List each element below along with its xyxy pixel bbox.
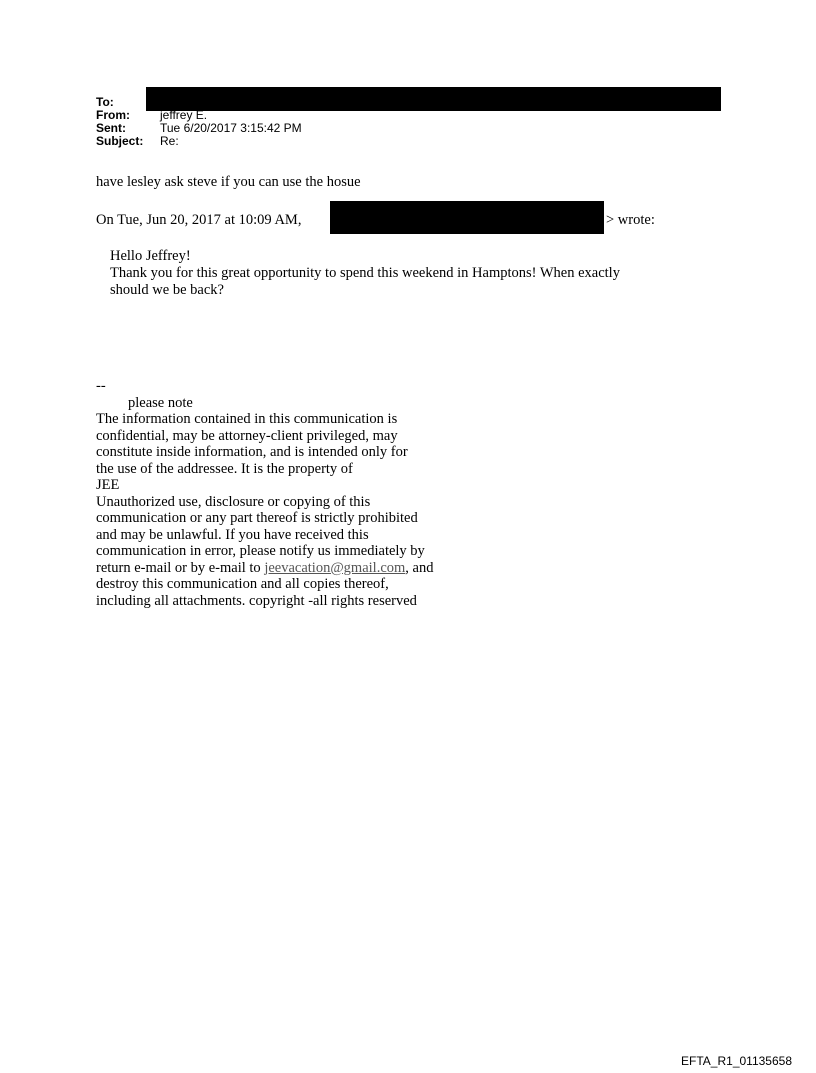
email-link[interactable]: jeevacation@gmail.com: [264, 559, 406, 576]
quoted-message: [110, 248, 710, 299]
link-line-prefix: return e-mail or by e-mail to: [96, 559, 265, 576]
sent-row: [96, 122, 736, 135]
disclaimer-line: confidential, may be attorney-client privileged, may: [96, 427, 398, 444]
disclaimer-line: and may be unlawful. If you have received this: [96, 526, 369, 543]
subject-value: Re:: [160, 134, 179, 148]
disclaimer-line: communication in error, please notify us immediately by: [96, 543, 425, 559]
quoted-line: Thank you for this great opportunity to spend this weekend in Hamptons! When exactly: [110, 265, 620, 281]
disclaimer-line: JEE: [96, 477, 120, 493]
to-redaction-bar: [146, 87, 721, 111]
sent-label: Sent:: [96, 121, 126, 135]
disclaimer-link-line: [96, 560, 516, 577]
to-label: To:: [96, 95, 114, 109]
document-id: EFTA_R1_01135658: [681, 1054, 792, 1068]
quote-intro: On Tue, Jun 20, 2017 at 10:09 AM,: [96, 212, 302, 228]
quoted-line: should we be back?: [110, 282, 224, 298]
email-body: have lesley ask steve if you can use the hosue: [96, 174, 361, 190]
disclaimer-line: communication or any part thereof is strictly prohibited: [96, 510, 418, 526]
signature-separator: --: [96, 378, 106, 394]
signature-note-title: please note: [128, 394, 193, 411]
disclaimer-line: The information contained in this communication is: [96, 411, 398, 427]
quoted-line: Hello Jeffrey!: [110, 248, 191, 264]
sent-value: Tue 6/20/2017 3:15:42 PM: [160, 121, 302, 135]
disclaimer-line: constitute inside information, and is intended only for: [96, 444, 408, 460]
from-label: From:: [96, 108, 130, 122]
from-value: jeffrey E.: [160, 108, 208, 122]
link-line-suffix: , and: [405, 559, 434, 576]
subject-row: [96, 135, 736, 148]
disclaimer-line: including all attachments. copyright -all rights reserved: [96, 592, 417, 609]
disclaimer-line: Unauthorized use, disclosure or copying of this: [96, 493, 371, 510]
signature-block: [96, 378, 516, 609]
sender-redaction-bar: [330, 201, 604, 234]
disclaimer-line: destroy this communication and all copies thereof,: [96, 576, 389, 592]
quote-intro-suffix: > wrote:: [606, 212, 655, 228]
disclaimer-line: the use of the addressee. It is the property of: [96, 460, 353, 477]
subject-label: Subject:: [96, 134, 144, 148]
email-header: [96, 96, 736, 148]
